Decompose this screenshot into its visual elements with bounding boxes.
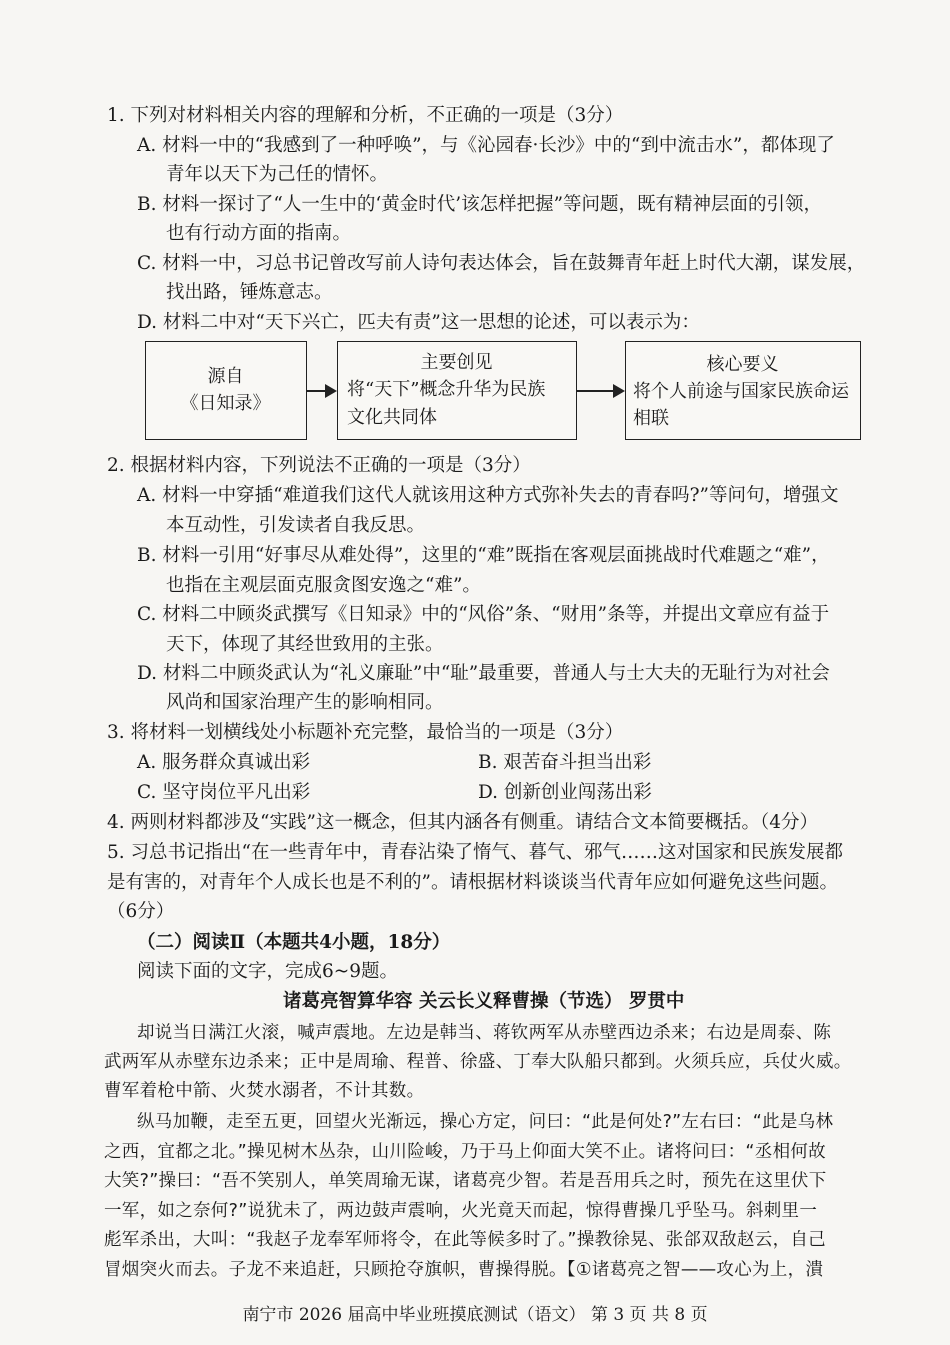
passage-title: 诸葛亮智算华容 关云长义释曹操（节选） 罗贯中 [283, 991, 685, 1012]
q1-option-a-cont: 青年以天下为己任的情怀。 [166, 164, 389, 185]
q3-option-b: B. 艰苦奋斗担当出彩 [478, 752, 652, 773]
q3-option-c: C. 坚守岗位平凡出彩 [137, 782, 311, 803]
q2-option-c-cont: 天下，体现了其经世致用的主张。 [166, 634, 444, 655]
flow-box-essence-line2: 相联 [633, 408, 669, 429]
flow-box-essence-title: 核心要义 [706, 354, 779, 375]
q1-option-b: B. 材料一探讨了“人一生中的‘黄金时代’该怎样把握”等问题，既有精神层面的引领， [137, 194, 823, 215]
q2-option-d: D. 材料二中顾炎武认为“礼义廉耻”中“耻”最重要，普通人与士大夫的无耻行为对社会 [137, 663, 830, 684]
q5-score: （6分） [107, 901, 175, 922]
passage-line-2: 武两军从赤壁东边杀来；正中是周瑜、程普、徐盛、丁奉大队船只都到。火须兵应，兵仗火威。 [104, 1052, 852, 1072]
q2-option-b-cont: 也指在主观层面克服贪图安逸之“难”。 [166, 575, 481, 596]
page-footer: 南宁市 2026 届高中毕业班摸底测试（语文） 第 3 页 共 8 页 [242, 1305, 708, 1325]
flow-box-innovation [337, 341, 577, 440]
q5-stem: 5. 习总书记指出“在一些青年中，青春沾染了惰气、暮气、邪气……这对国家和民族发展都 [107, 842, 843, 863]
q1-option-c-cont: 找出路，锤炼意志。 [166, 282, 333, 303]
q2-stem: 2. 根据材料内容，下列说法不正确的一项是（3分） [107, 455, 531, 476]
q2-option-a: A. 材料一中穿插“难道我们这代人就该用这种方式弥补失去的青春吗?”等问句，增强文 [137, 485, 839, 506]
passage-line-8: 彪军杀出，大叫：“我赵子龙奉军师将令，在此等候多时了。”操教徐晃、张郃双敌赵云，自己 [104, 1230, 826, 1250]
passage-line-6: 大笑?”操曰：“吾不笑别人，单笑周瑜无谋，诸葛亮少智。若是吾用兵之时，预先在这里伏下 [104, 1171, 827, 1191]
flow-arrow-1 [307, 390, 335, 392]
passage-line-3: 曹军着枪中箭、火焚水溺者，不计其数。 [104, 1081, 425, 1101]
passage-line-7: 一军，如之奈何?”说犹未了，两边鼓声震响，火光竟天而起，惊得曹操几乎坠马。斜刺里一 [104, 1201, 818, 1221]
q2-option-c: C. 材料二中顾炎武撰写《日知录》中的“风俗”条、“财用”条等，并提出文章应有益于 [137, 604, 830, 625]
flow-box-origin-line1: 源自 [207, 366, 244, 387]
passage-line-4: 纵马加鞭，走至五更，回望火光渐远，操心方定，问曰：“此是何处?”左右曰：“此是乌林 [137, 1112, 834, 1132]
q1-option-c: C. 材料一中，习总书记曾改写前人诗句表达体会，旨在鼓舞青年赶上时代大潮，谋发展， [137, 253, 866, 274]
flow-box-essence [625, 341, 861, 440]
flow-box-origin [145, 341, 307, 440]
q1-option-d: D. 材料二中对“天下兴亡，匹夫有责”这一思想的论述，可以表示为： [137, 312, 700, 333]
flow-box-innovation-title: 主要创见 [420, 352, 493, 373]
passage-line-9: 冒烟突火而去。子龙不来追赶，只顾抢夺旗帜，曹操得脱。【①诸葛亮之智——攻心为上，潰 [104, 1260, 824, 1280]
q2-option-b: B. 材料一引用“好事尽从难处得”，这里的“难”既指在客观层面挑战时代难题之“难”， [137, 545, 830, 566]
q4-stem: 4. 两则材料都涉及“实践”这一概念，但其内涵各有侧重。请结合文本简要概括。（4分） [107, 812, 818, 833]
q3-stem: 3. 将材料一划横线处小标题补充完整，最恰当的一项是（3分） [107, 722, 624, 743]
section-heading: （二）阅读Ⅱ（本题共4小题，18分） [137, 932, 451, 953]
q3-option-a: A. 服务群众真诚出彩 [137, 752, 311, 773]
passage-line-1: 却说当日满江火滚，喊声震地。左边是韩当、蒋钦两军从赤壁西边杀来；右边是周泰、陈 [137, 1023, 832, 1043]
flow-box-origin-line2: 《日知录》 [180, 393, 271, 414]
q3-option-d: D. 创新创业闯荡出彩 [478, 782, 652, 803]
q2-option-d-cont: 风尚和国家治理产生的影响相同。 [166, 692, 444, 713]
q1-stem: 1. 下列对材料相关内容的理解和分析，不正确的一项是（3分） [107, 105, 624, 126]
q1-option-b-cont: 也有行动方面的指南。 [166, 223, 352, 244]
flow-box-essence-line1: 将个人前途与国家民族命运 [633, 381, 849, 402]
flow-box-innovation-line1: 将“天下”概念升华为民族 [347, 379, 546, 400]
q1-option-a: A. 材料一中的“我感到了一种呼唤”，与《沁园春·长沙》中的“到中流击水”，都体现了 [137, 135, 835, 156]
passage-line-5: 之西，宜都之北。”操见树木丛杂，山川险峻，乃于马上仰面大笑不止。诸将问曰：“丞相何故 [104, 1142, 826, 1162]
section-instruction: 阅读下面的文字，完成6~9题。 [137, 961, 399, 982]
q2-option-a-cont: 本互动性，引发读者自我反思。 [166, 515, 426, 536]
flow-arrow-2 [577, 390, 623, 392]
q5-stem-cont: 是有害的，对青年个人成长也是不利的”。请根据材料谈谈当代青年应如何避免这些问题。 [107, 872, 838, 893]
flow-box-innovation-line2: 文化共同体 [347, 407, 437, 428]
